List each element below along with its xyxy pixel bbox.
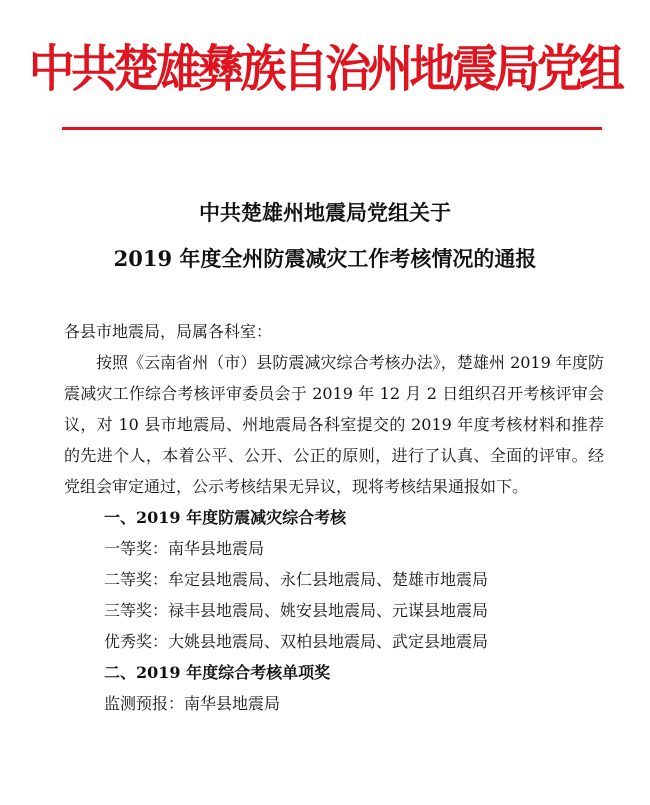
masthead-divider (62, 127, 602, 130)
section-heading-1: 一、2019 年度防震减灾综合考核 (104, 508, 347, 527)
award-line: 优秀奖：大姚县地震局、双柏县地震局、武定县地震局 (104, 632, 489, 651)
masthead-title: 中共楚雄彝族自治州地震局党组 (28, 40, 622, 98)
award-line: 三等奖：禄丰县地震局、姚安县地震局、元谋县地震局 (104, 601, 489, 620)
salutation: 各县市地震局，局属各科室： (64, 322, 273, 341)
body-paragraph: 按照《云南省州（市）县防震减灾综合考核办法》，楚雄州 2019 年度防震减灾工作综合考核评审委员会于 2019 年 12 月 2 日组织召开考核评审会议，对 10 县市地震局、州地震局各科室提交的 2019 年度考核材料和推荐的先进个人，本着公平、公开、公正的原则，进行了认真、全面的评审。经党组会审定通过，公示考核结果无异议，现将考核结果通报如下。 (64, 353, 604, 496)
award-line: 二等奖：牟定县地震局、永仁县地震局、楚雄市地震局 (104, 570, 489, 589)
document-title-line-2: 2019 年度全州防震减灾工作考核情况的通报 (113, 246, 537, 271)
award-line: 一等奖：南华县地震局 (104, 539, 265, 558)
document-body (64, 316, 604, 719)
document-title-line-1: 中共楚雄州地震局党组关于 (199, 200, 451, 225)
award-line: 监测预报：南华县地震局 (104, 694, 281, 713)
section-heading-2: 二、2019 年度综合考核单项奖 (104, 663, 331, 682)
